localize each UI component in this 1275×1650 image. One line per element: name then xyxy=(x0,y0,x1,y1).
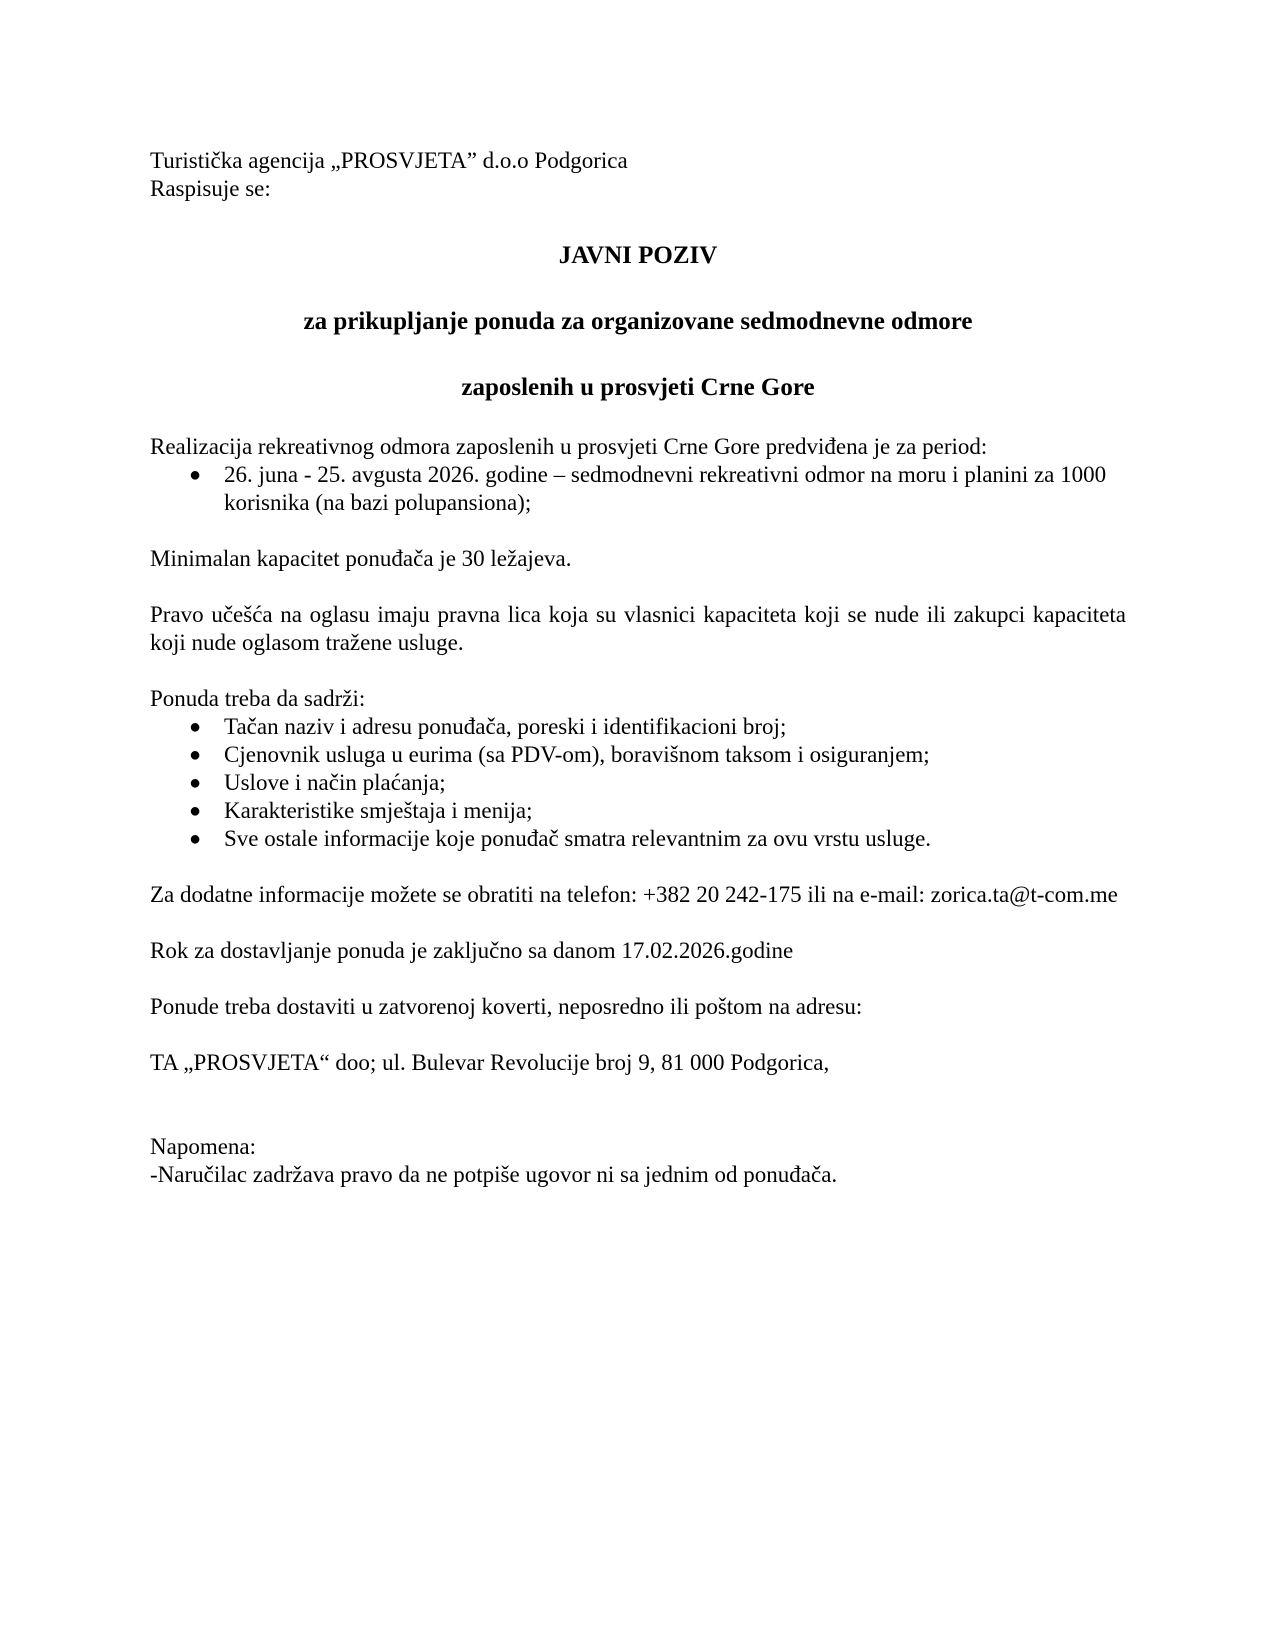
bullet-icon: ● xyxy=(189,716,202,738)
offer-item-text: Sve ostale informacije koje ponuđač smatra relevantnim za ovu vrstu usluge. xyxy=(224,826,932,851)
note-text: -Naručilac zadržava pravo da ne potpiše ugovor ni sa jednim od ponuđača. xyxy=(150,1162,838,1187)
list-item xyxy=(150,769,1126,797)
intro-paragraph: Realizacija rekreativnog odmora zaposlenih u prosvjeti Crne Gore predviđena je za period: xyxy=(150,434,988,459)
offer-item-text: Tačan naziv i adresu ponuđača, poreski i identifikacioni broj; xyxy=(224,714,787,739)
delivery-paragraph: Ponude treba dostaviti u zatvorenoj koverti, neposredno ili poštom na adresu: xyxy=(150,994,863,1019)
document-subtitle-line2: zaposlenih u prosvjeti Crne Gore xyxy=(461,374,815,401)
list-item xyxy=(150,461,1126,517)
period-item-text: 26. juna - 25. avgusta 2026. godine – sedmodnevni rekreativni odmor na moru i planini za 1000 korisnika (na bazi polupansiona); xyxy=(224,462,1107,515)
contact-paragraph: Za dodatne informacije možete se obratiti na telefon: +382 20 242-175 ili na e-mail: zorica.ta@t-com.me xyxy=(150,882,1118,907)
list-item xyxy=(150,713,1126,741)
eligibility-paragraph: Pravo učešća na oglasu imaju pravna lica koja su vlasnici kapaciteta koji se nude ili zakupci kapaciteta koji nude oglasom tražene usluge. xyxy=(150,602,1126,655)
offer-intro: Ponuda treba da sadrži: xyxy=(150,686,366,711)
deadline-paragraph: Rok za dostavljanje ponuda je zaključno sa danom 17.02.2026.godine xyxy=(150,938,794,963)
list-item xyxy=(150,741,1126,769)
period-list xyxy=(150,461,1126,517)
bullet-icon: ● xyxy=(189,800,202,822)
delivery-address: TA „PROSVJETA“ doo; ul. Bulevar Revolucije broj 9, 81 000 Podgorica, xyxy=(150,1050,830,1075)
heading-block xyxy=(150,241,1126,403)
bullet-icon: ● xyxy=(189,744,202,766)
bullet-icon: ● xyxy=(189,464,202,486)
offer-requirements-list xyxy=(150,713,1126,853)
list-item xyxy=(150,797,1126,825)
capacity-paragraph: Minimalan kapacitet ponuđača je 30 ležajeva. xyxy=(150,546,572,571)
offer-item-text: Karakteristike smještaja i menija; xyxy=(224,798,533,823)
document-title: JAVNI POZIV xyxy=(558,242,718,269)
bullet-icon: ● xyxy=(189,828,202,850)
document-subtitle-line1: za prikupljanje ponuda za organizovane sedmodnevne odmore xyxy=(303,308,973,335)
announces-label: Raspisuje se: xyxy=(150,176,271,201)
agency-name: Turistička agencija „PROSVJETA” d.o.o Podgorica xyxy=(150,148,628,173)
document-page xyxy=(150,147,1126,1189)
bullet-icon: ● xyxy=(189,772,202,794)
offer-item-text: Cjenovnik usluga u eurima (sa PDV-om), boravišnom taksom i osiguranjem; xyxy=(224,742,930,767)
list-item xyxy=(150,825,1126,853)
note-label: Napomena: xyxy=(150,1134,257,1159)
offer-item-text: Uslove i način plaćanja; xyxy=(224,770,446,795)
